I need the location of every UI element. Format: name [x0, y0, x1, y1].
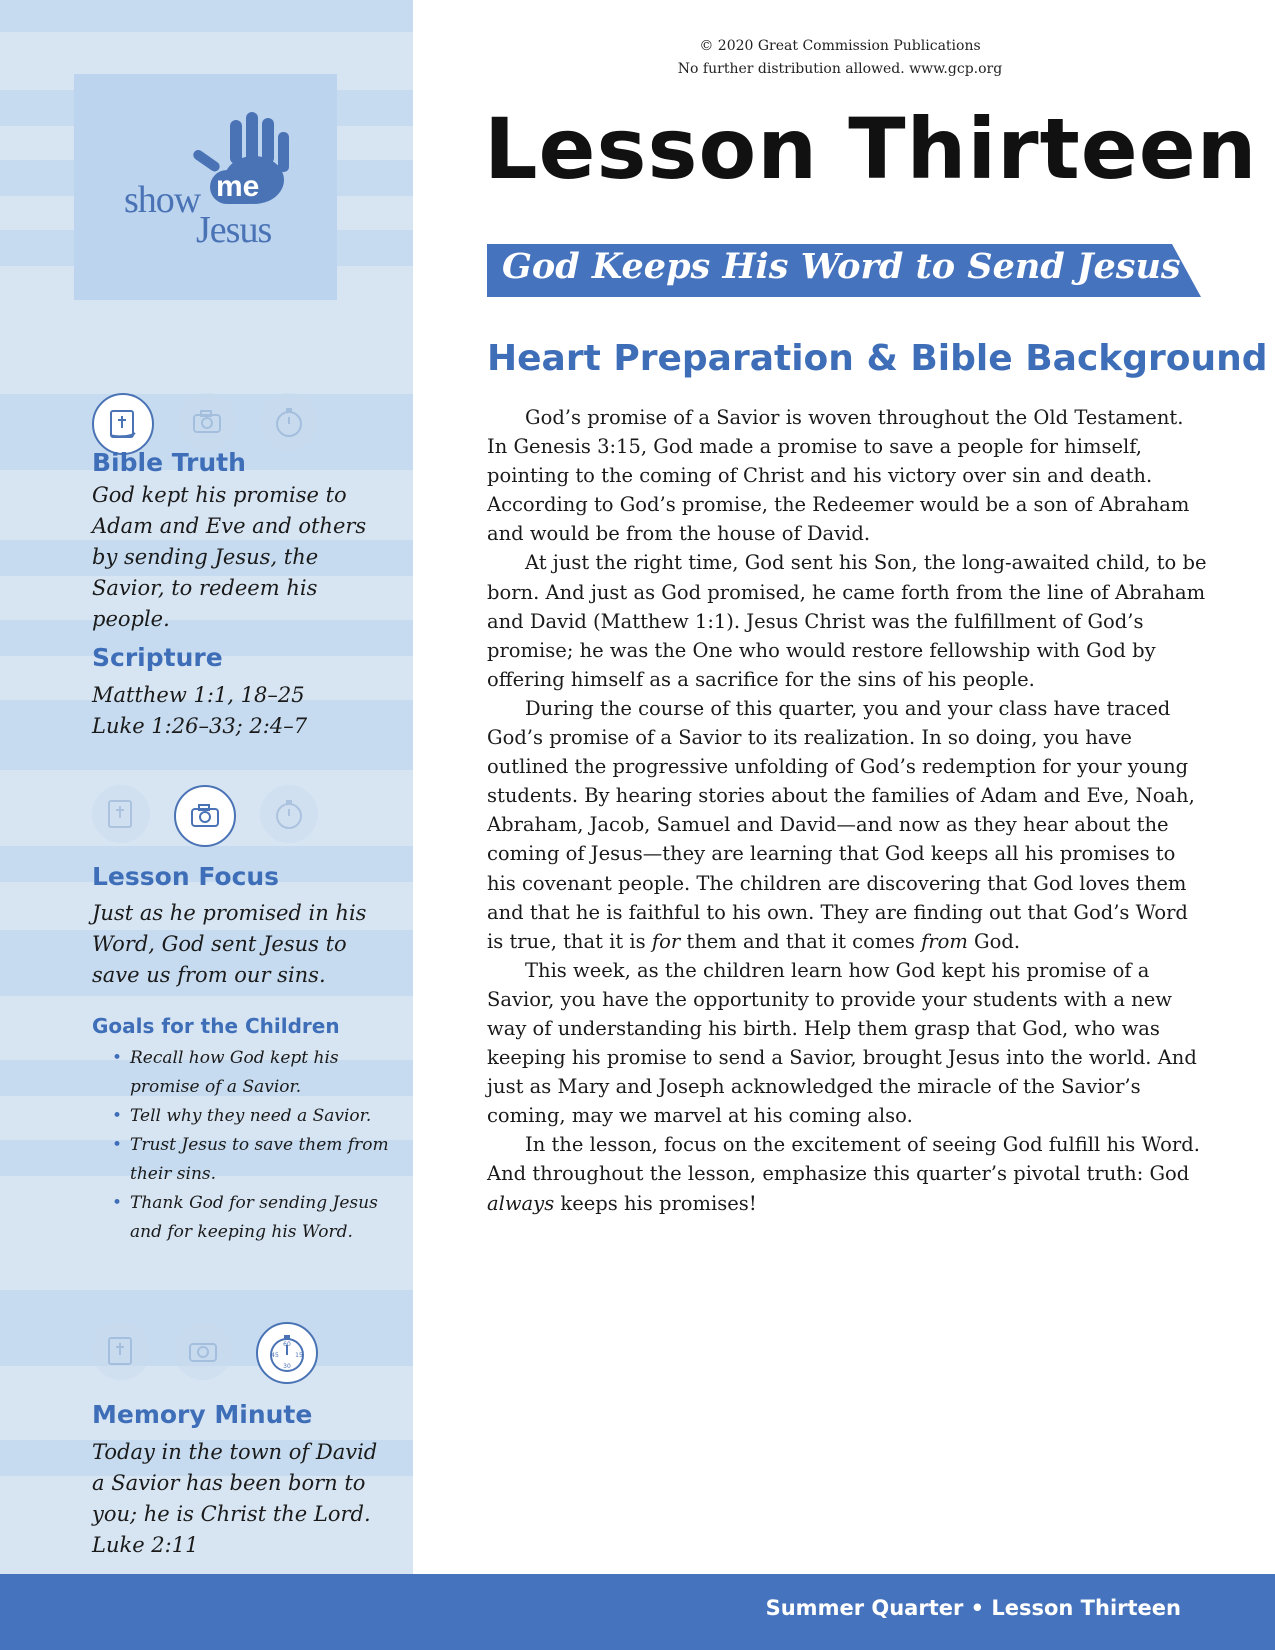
stopwatch-number: 60 — [283, 1341, 291, 1348]
footer-text: Summer Quarter • Lesson Thirteen — [765, 1596, 1181, 1620]
stopwatch-icon — [260, 393, 318, 451]
bible-icon — [92, 785, 150, 843]
goal-item: • Recall how God kept his promise of a Savior. — [112, 1044, 392, 1102]
bible-icon — [92, 393, 154, 455]
logo-me-text: me — [210, 170, 265, 204]
goal-item: • Trust Jesus to save them from their sins. — [112, 1131, 392, 1189]
logo-show-text: show — [124, 179, 201, 221]
lesson-focus-text: Just as he promised in his Word, God sent Jesus to save us from our sins. — [92, 901, 367, 987]
goal-item: • Tell why they need a Savior. — [112, 1102, 392, 1131]
bible-truth-heading: Bible Truth — [92, 448, 246, 477]
scripture-line-1: Matthew 1:1, 18–25 — [92, 683, 305, 707]
show-me-jesus-logo — [74, 74, 337, 300]
copyright-line-2: No further distribution allowed. www.gcp.org — [677, 61, 1003, 77]
memory-minute-reference: Luke 2:11 — [92, 1533, 199, 1557]
stopwatch-icon — [256, 1322, 318, 1384]
bible-truth-text: God kept his promise to Adam and Eve and others by sending Jesus, the Savior, to redeem his people. — [92, 483, 367, 631]
stopwatch-icon — [260, 785, 318, 843]
sidebar-band — [0, 0, 413, 32]
body-paragraph: During the course of this quarter, you and your class have traced God’s promise of a Savior to its realization. In so doing, you have outlined the progressive unfolding of God’s redemption for your young students. By hearing stories about the families of Adam and Eve, Noah, Abraham, Jacob, Samuel and David—and now as they hear about the coming of Jesus—they are learning that God keeps all his promises to his covenant people. The children are discovering that God loves them and that he is faithful to his own. They are finding out that God’s Word is true, that it is for them and that it comes from God. — [487, 696, 1195, 953]
stopwatch-number: 30 — [283, 1363, 291, 1370]
footer-bar — [0, 1574, 1275, 1650]
copyright-notice — [560, 35, 1120, 81]
body-paragraph: At just the right time, God sent his Son, the long-awaited child, to be born. And just as God promised, he came forth from the line of Abraham and David (Matthew 1:1). Jesus Christ was the fulfillment of God’s promise; he was the One who would restore fellowship with God by offering himself as a sacrifice for the sins of his people. — [487, 551, 1207, 691]
icon-row-memory-minute — [92, 1322, 318, 1384]
memory-minute-heading: Memory Minute — [92, 1400, 313, 1429]
camera-icon — [174, 785, 236, 847]
lesson-subtitle: God Keeps His Word to Send Jesus — [502, 246, 1181, 287]
logo-jesus-text: Jesus — [196, 209, 272, 251]
section-heading: Heart Preparation & Bible Background — [487, 338, 1268, 379]
bible-icon — [92, 1322, 150, 1380]
body-paragraph: God’s promise of a Savior is woven throughout the Old Testament. In Genesis 3:15, God made a promise to save a people for himself, pointing to the coming of Christ and his victory over sin and death. According to God’s promise, the Redeemer would be a son of Abraham and would be from the house of David. — [487, 406, 1190, 546]
body-text — [487, 403, 1207, 1218]
lesson-title: Lesson Thirteen — [484, 100, 1258, 198]
body-paragraph: This week, as the children learn how God kept his promise of a Savior, you have the opportunity to provide your students with a new way of understanding his birth. Help them grasp that God, who was keeping his promise to send a Savior, brought Jesus into the world. And just as Mary and Joseph acknowledged the miracle of the Savior’s coming, may we marvel at his coming also. — [487, 958, 1197, 1128]
camera-icon — [174, 1322, 232, 1380]
memory-minute-text: Today in the town of David a Savior has been born to you; he is Christ the Lord. — [92, 1440, 378, 1526]
scripture-heading: Scripture — [92, 643, 223, 672]
scripture-line-2: Luke 1:26–33; 2:4–7 — [92, 714, 308, 738]
goals-heading: Goals for the Children — [92, 1014, 340, 1038]
copyright-line-1: © 2020 Great Commission Publications — [699, 38, 981, 54]
lesson-focus-heading: Lesson Focus — [92, 862, 280, 891]
goals-list — [112, 1044, 392, 1247]
icon-row-bible-truth — [92, 393, 318, 455]
camera-icon — [178, 393, 236, 451]
stopwatch-number: 15 — [295, 1352, 303, 1359]
hand-print-icon — [74, 74, 337, 300]
stopwatch-number: 45 — [271, 1352, 279, 1359]
body-paragraph: In the lesson, focus on the excitement of seeing God fulfill his Word. And throughout the lesson, emphasize this quarter’s pivotal truth: God always keeps his promises! — [487, 1133, 1200, 1215]
goal-item: • Thank God for sending Jesus and for keeping his Word. — [112, 1189, 392, 1247]
icon-row-lesson-focus — [92, 785, 318, 847]
sidebar — [0, 0, 413, 1574]
